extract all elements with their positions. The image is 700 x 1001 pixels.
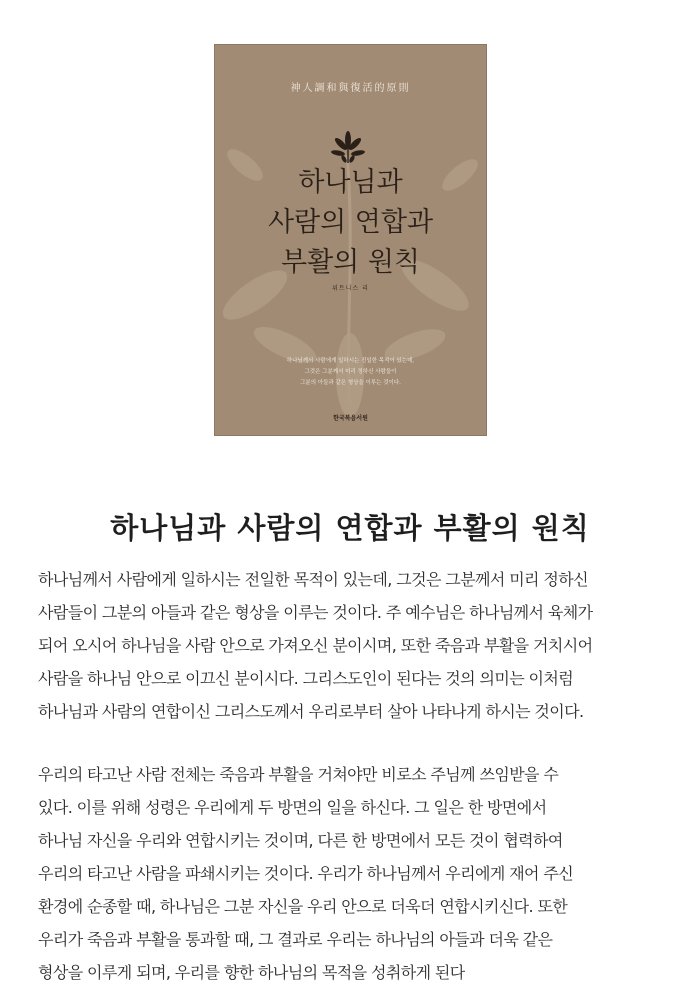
cover-subtitle: 神人調和與復活的原則 xyxy=(290,83,411,94)
cover-title-line: 사람의 연합과 xyxy=(267,207,434,238)
paragraph-line: 사람들이 그분의 아들과 같은 형상을 이루는 것이다. 주 예수님은 하나님께서 육체가 xyxy=(38,603,593,622)
cover-blurb xyxy=(215,356,486,389)
paragraph-line: 형상을 이루게 되며, 우리를 향한 하나님의 목적을 성취하게 된다 xyxy=(38,963,465,982)
paragraph-line: 우리의 타고난 사람 전체는 죽음과 부활을 거쳐야만 비로소 주님께 쓰임받을 수 xyxy=(38,765,559,784)
paragraph-line: 환경에 순종할 때, 하나님은 그분 자신을 우리 안으로 더욱더 연합시키신다. 또한 xyxy=(38,897,568,916)
page-title: 하나님과 사람의 연합과 부활의 원칙 xyxy=(110,511,590,545)
paragraph-line: 되어 오시어 하나님을 사람 안으로 가져오신 분이시며, 또한 죽음과 부활을 거치시어 xyxy=(38,636,593,655)
paragraph-line: 하나님 자신을 우리와 연합시키는 것이며, 다른 한 방면에서 모든 것이 협력하여 xyxy=(38,831,563,850)
cover-title-line: 부활의 원칙 xyxy=(281,247,420,278)
paragraph-line: 하나님과 사람의 연합이신 그리스도께서 우리로부터 살아 나타나게 하시는 것이다. xyxy=(38,702,584,721)
cover-publisher-logo: 한국복음서원 xyxy=(333,415,368,422)
paragraph-line: 하나님께서 사람에게 일하시는 전일한 목적이 있는데, 그것은 그분께서 미리 정하신 xyxy=(38,570,588,589)
paragraph-detail xyxy=(38,758,678,989)
paragraph-line: 우리가 죽음과 부활을 통과할 때, 그 결과로 우리는 하나님의 아들과 더욱 같은 xyxy=(38,930,553,949)
cover-title xyxy=(215,163,486,283)
cover-blurb-line: 그분의 아들과 같은 형상을 이루는 것이다. xyxy=(300,380,401,386)
cover-blurb-line: 하나님께서 사람에게 일하시는 진일한 목적이 있는데, xyxy=(286,358,415,364)
book-cover-image xyxy=(215,45,486,435)
cover-author: 위트니스 리 xyxy=(332,285,369,292)
cover-title-line: 하나님과 xyxy=(298,167,403,198)
paragraph-line: 우리의 타고난 사람을 파쇄시키는 것이다. 우리가 하나님께서 우리에게 재어 주신 xyxy=(38,864,574,883)
cover-blurb-line: 그것은 그분께서 미리 정하신 사람들이 xyxy=(304,369,397,375)
paragraph-line: 있다. 이를 위해 성령은 우리에게 두 방면의 일을 하신다. 그 일은 한 방면에서 xyxy=(38,798,547,817)
paragraph-line: 사람을 하나님 안으로 이끄신 분이시다. 그리스도인이 된다는 것의 의미는 이처럼 xyxy=(38,669,574,688)
flower-emblem-icon xyxy=(331,131,366,163)
paragraph-intro xyxy=(38,563,678,728)
